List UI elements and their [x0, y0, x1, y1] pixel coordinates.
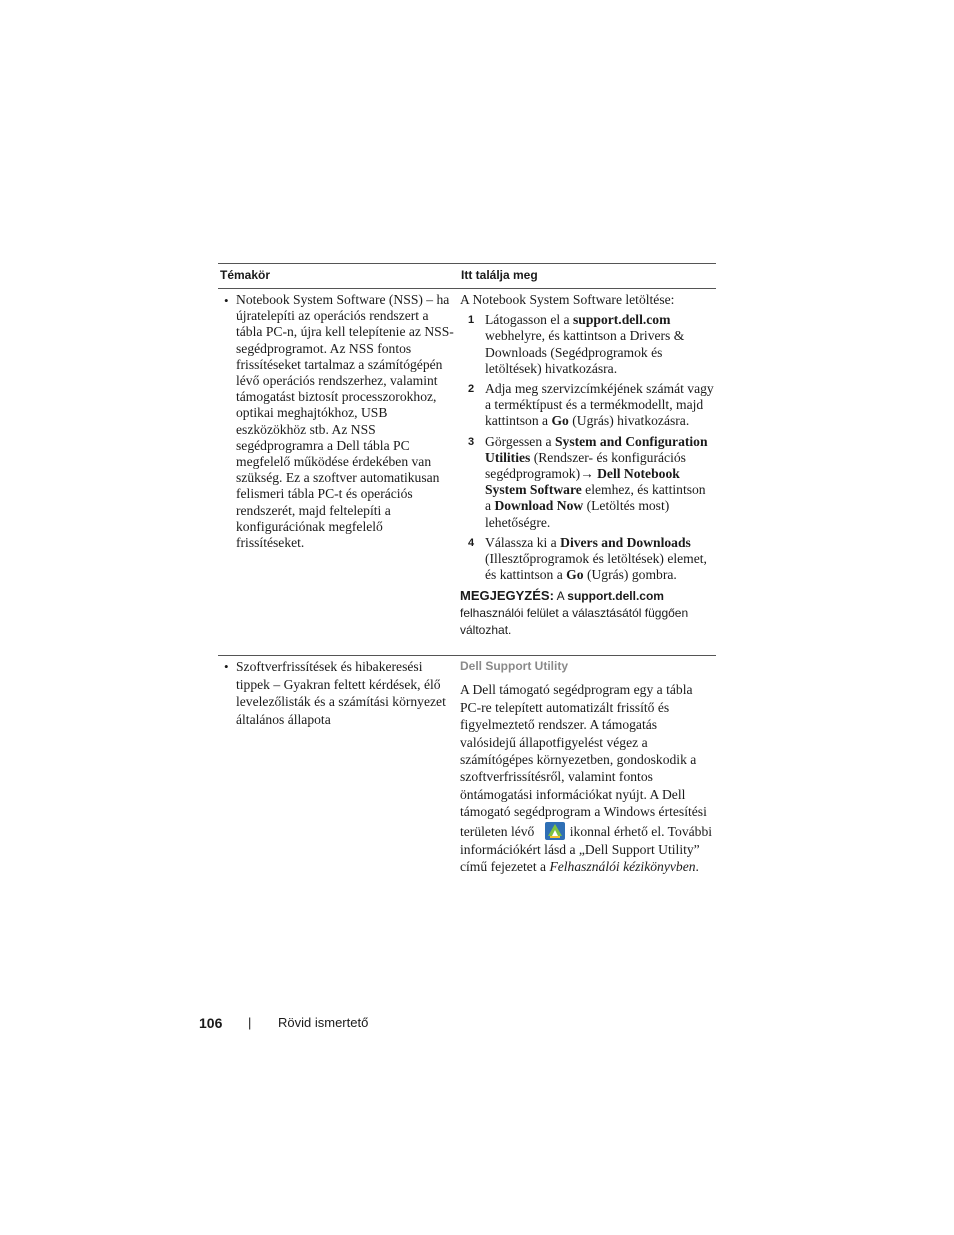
step-text: (Illesztőprogramok és letöltések) elemet, és kattintson a [485, 551, 707, 583]
bullet: • [224, 659, 229, 674]
step-number: 2 [468, 383, 475, 396]
footer-separator: | [248, 1015, 252, 1030]
paragraph-text: ikonnal érhető el. További információkért lásd a „Dell Support Utility” című fejezetet a [460, 823, 713, 875]
step-number: 4 [468, 536, 475, 549]
paragraph-text: . [695, 859, 699, 875]
column-header-where: Itt találja meg [461, 268, 538, 282]
note-label: MEGJEGYZÉS: [460, 588, 554, 604]
page-number: 106 [199, 1015, 223, 1031]
dell-support-utility-icon [544, 821, 566, 841]
nss-label: Dell Notebook System Software [485, 466, 680, 498]
step-number: 1 [468, 314, 475, 327]
row2-topic: Szoftverfrissítések és hibakeresési tippek – Gyakran feltett kérdések, élő levelezőlisták és a számítási környezet általános állapota [236, 659, 446, 727]
step-text: webhelyre, és kattintson a Drivers & Downloads (Segédprogramok és letöltések) hivatkozásra. [485, 328, 685, 376]
step-text: (Ugrás) gombra. [583, 567, 677, 583]
table-header-rule [218, 288, 716, 289]
step-4 [460, 535, 714, 584]
row2-paragraph [460, 681, 714, 875]
row1-intro: A Notebook System Software letöltése: [460, 292, 675, 307]
step-text: (Rendszer- és konfigurációs segédprogramok) [485, 449, 686, 482]
step-text: Válassza ki a [485, 534, 561, 550]
drivers-label: Divers and Downloads [560, 534, 691, 550]
bullet: • [224, 293, 229, 308]
step-text: Görgessen a [485, 433, 555, 449]
note [460, 587, 714, 639]
utilities-label: System and Configuration Utilities [485, 433, 708, 465]
row2-content [460, 658, 714, 875]
paragraph-text: A Dell támogató segédprogram egy a tábla PC-re telepített automatizált frissítő és figyelmeztető rendszer. A támogatás valósidejű állapotfigyelést végez a számítógépes környezetben, gondoskodik a szoftverfrissítésről, valamint fontos öntámogatási információkat nyújt. A Dell támogató segédprogram a Windows értesítési területen lévő [460, 682, 707, 839]
download-now-label: Download Now [494, 498, 584, 514]
support-link[interactable]: support.dell.com [572, 312, 671, 328]
note-text: felhasználói felület a választásától függően változhat. [460, 606, 689, 638]
note-text: A [553, 589, 568, 604]
note-link[interactable]: support.dell.com [567, 589, 664, 604]
step-text: Adja meg szervizcímkéjének számát vagy a terméktípust és a termékmodellt, majd kattintson a [485, 381, 714, 429]
arrow-icon: → [580, 466, 594, 482]
footer-section: Rövid ismertető [278, 1015, 369, 1030]
step-number: 3 [468, 435, 475, 448]
go-label: Go [551, 413, 569, 429]
column-header-topic: Témakör [220, 268, 271, 282]
row1-content [460, 292, 714, 639]
user-guide-title: Felhasználói kézikönyvben [549, 859, 696, 875]
step-3 [460, 434, 714, 531]
row1-topic: Notebook System Software (NSS) – ha újratelepíti az operációs rendszert a tábla PC-n, újra kell telepítenie az NSS-segédprogramot. Az NSS fontos frissítéseket tartalmaz a számítógépén lévő operációs rendszerhez, valamint támogatást biztosít processzorokhoz, optikai meghajtókhoz, USB eszközökhöz stb. Az NSS segédprogramra a Dell tábla PC megfelelő működése érdekében van szükség. Ez a szoftver automatikusan felismeri tábla PC-t és operációs rendszerét, majd feltelepíti a konfigurációnak megfelelő frissítéseket. [236, 292, 454, 551]
table-row-rule [218, 655, 716, 656]
step-text: elemhez, és kattintson a [485, 482, 706, 514]
go-label: Go [566, 567, 584, 583]
step-2 [460, 381, 714, 430]
step-text: (Letöltés most) lehetőségre. [485, 498, 670, 530]
step-1 [460, 312, 714, 377]
step-text: (Ugrás) hivatkozásra. [568, 413, 690, 429]
section-subheading: Dell Support Utility [460, 659, 568, 673]
table-top-rule [218, 263, 716, 264]
step-text: Látogasson el a [485, 312, 573, 328]
